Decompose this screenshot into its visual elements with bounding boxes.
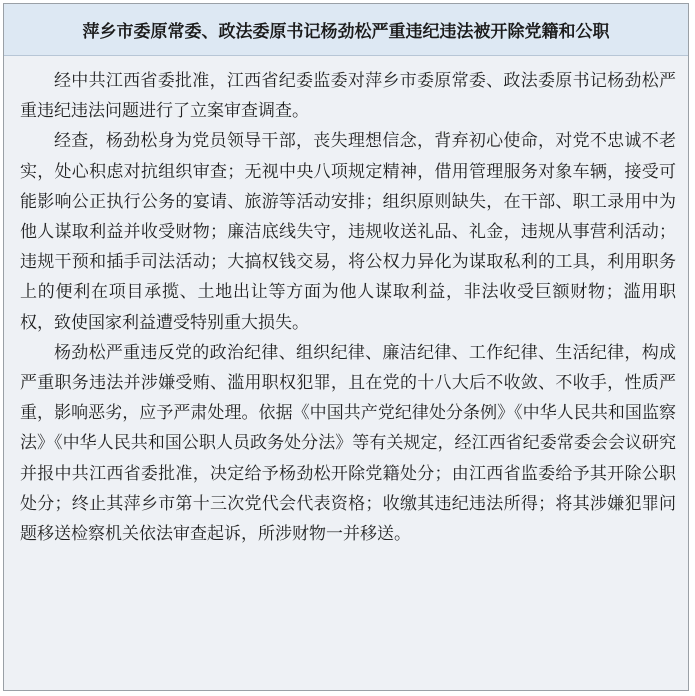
article-body	[4, 56, 688, 690]
article-frame	[3, 3, 689, 691]
article-title: 萍乡市委原常委、政法委原书记杨劲松严重违纪违法被开除党籍和公职	[82, 22, 610, 42]
paragraph-findings: 经查，杨劲松身为党员领导干部，丧失理想信念，背弃初心使命，对党不忠诚不老实，处心积虑对抗组织审查；无视中央八项规定精神，借用管理服务对象车辆，接受可能影响公正执行公务的宴请、旅游等活动安排；组织原则缺失，在干部、职工录用中为他人谋取利益并收受财物；廉洁底线失守，违规收送礼品、礼金，违规从事营利活动；违规干预和插手司法活动；大搞权钱交易，将公权力异化为谋取私利的工具，利用职务上的便利在项目承揽、土地出让等方面为他人谋取利益，非法收受巨额财物；滥用职权，致使国家利益遭受特别重大损失。	[20, 131, 676, 333]
title-bar	[4, 4, 688, 56]
paragraph-approval: 经中共江西省委批准，江西省纪委监委对萍乡市委原常委、政法委原书记杨劲松严重违纪违法问题进行了立案审查调查。	[20, 71, 676, 122]
paragraph-decision: 杨劲松严重违反党的政治纪律、组织纪律、廉洁纪律、工作纪律、生活纪律，构成严重职务违法并涉嫌受贿、滥用职权犯罪，且在党的十八大后不收敛、不收手，性质严重，影响恶劣，应予严肃处理。依据《中国共产党纪律处分条例》《中华人民共和国监察法》《中华人民共和国公职人员政务处分法》等有关规定，经江西省纪委常委会会议研究并报中共江西省委批准，决定给予杨劲松开除党籍处分；由江西省监委给予其开除公职处分；终止其萍乡市第十三次党代会代表资格；收缴其违纪违法所得；将其涉嫌犯罪问题移送检察机关依法审查起诉，所涉财物一并移送。	[20, 342, 676, 545]
